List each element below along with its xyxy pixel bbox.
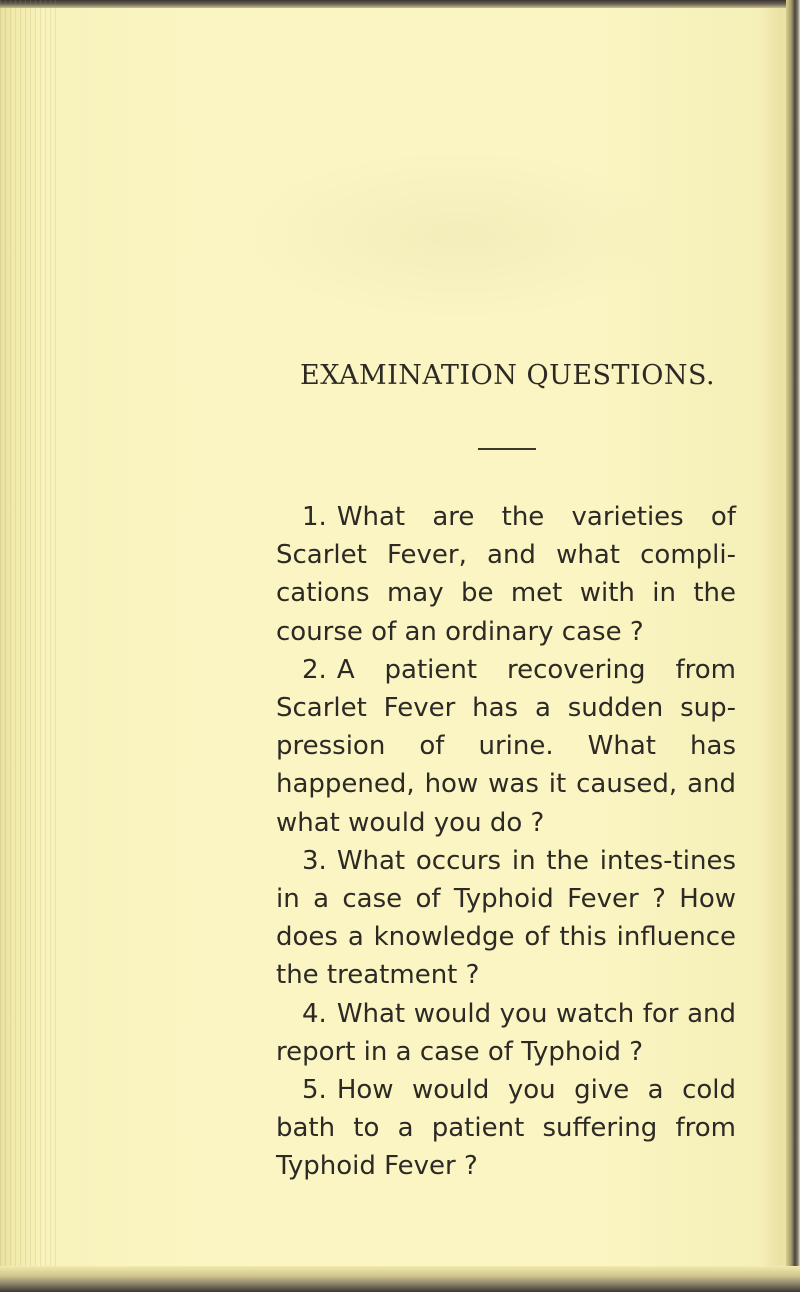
question-number: 1. (302, 502, 327, 532)
question-text: How would you give a cold bath to a patient suffering from Typhoid Fever ? (276, 1075, 736, 1182)
page-binding-edge (0, 0, 58, 1292)
question-text: What would you watch for and report in a case of Typhoid ? (276, 998, 736, 1067)
question-item (276, 995, 736, 1071)
page-bottom-edge (0, 1266, 800, 1292)
question-number: 5. (302, 1075, 327, 1106)
question-item (276, 651, 736, 842)
page-right-edge (786, 0, 800, 1292)
question-list (276, 498, 736, 1186)
ink-show-through (240, 150, 680, 320)
question-number: 4. (302, 998, 327, 1029)
title-divider (478, 448, 536, 450)
question-item (276, 842, 736, 995)
question-item (276, 498, 736, 651)
question-text: What are the varieties of Scarlet Fever, and what compli-cations may be met with in the course of an ordinary case ? (276, 502, 736, 647)
page-title: EXAMINATION QUESTIONS. (300, 360, 716, 391)
question-number: 3. (302, 845, 327, 876)
question-item (276, 1071, 736, 1186)
page-top-edge (0, 0, 800, 8)
question-number: 2. (302, 654, 327, 685)
question-text: A patient recovering from Scarlet Fever has a sudden sup-pression of urine. What has happened, how was it caused, and what would you do ? (276, 654, 736, 838)
question-text: What occurs in the intes-tines in a case of Typhoid Fever ? How does a knowledge of this influence the treatment ? (276, 845, 736, 991)
